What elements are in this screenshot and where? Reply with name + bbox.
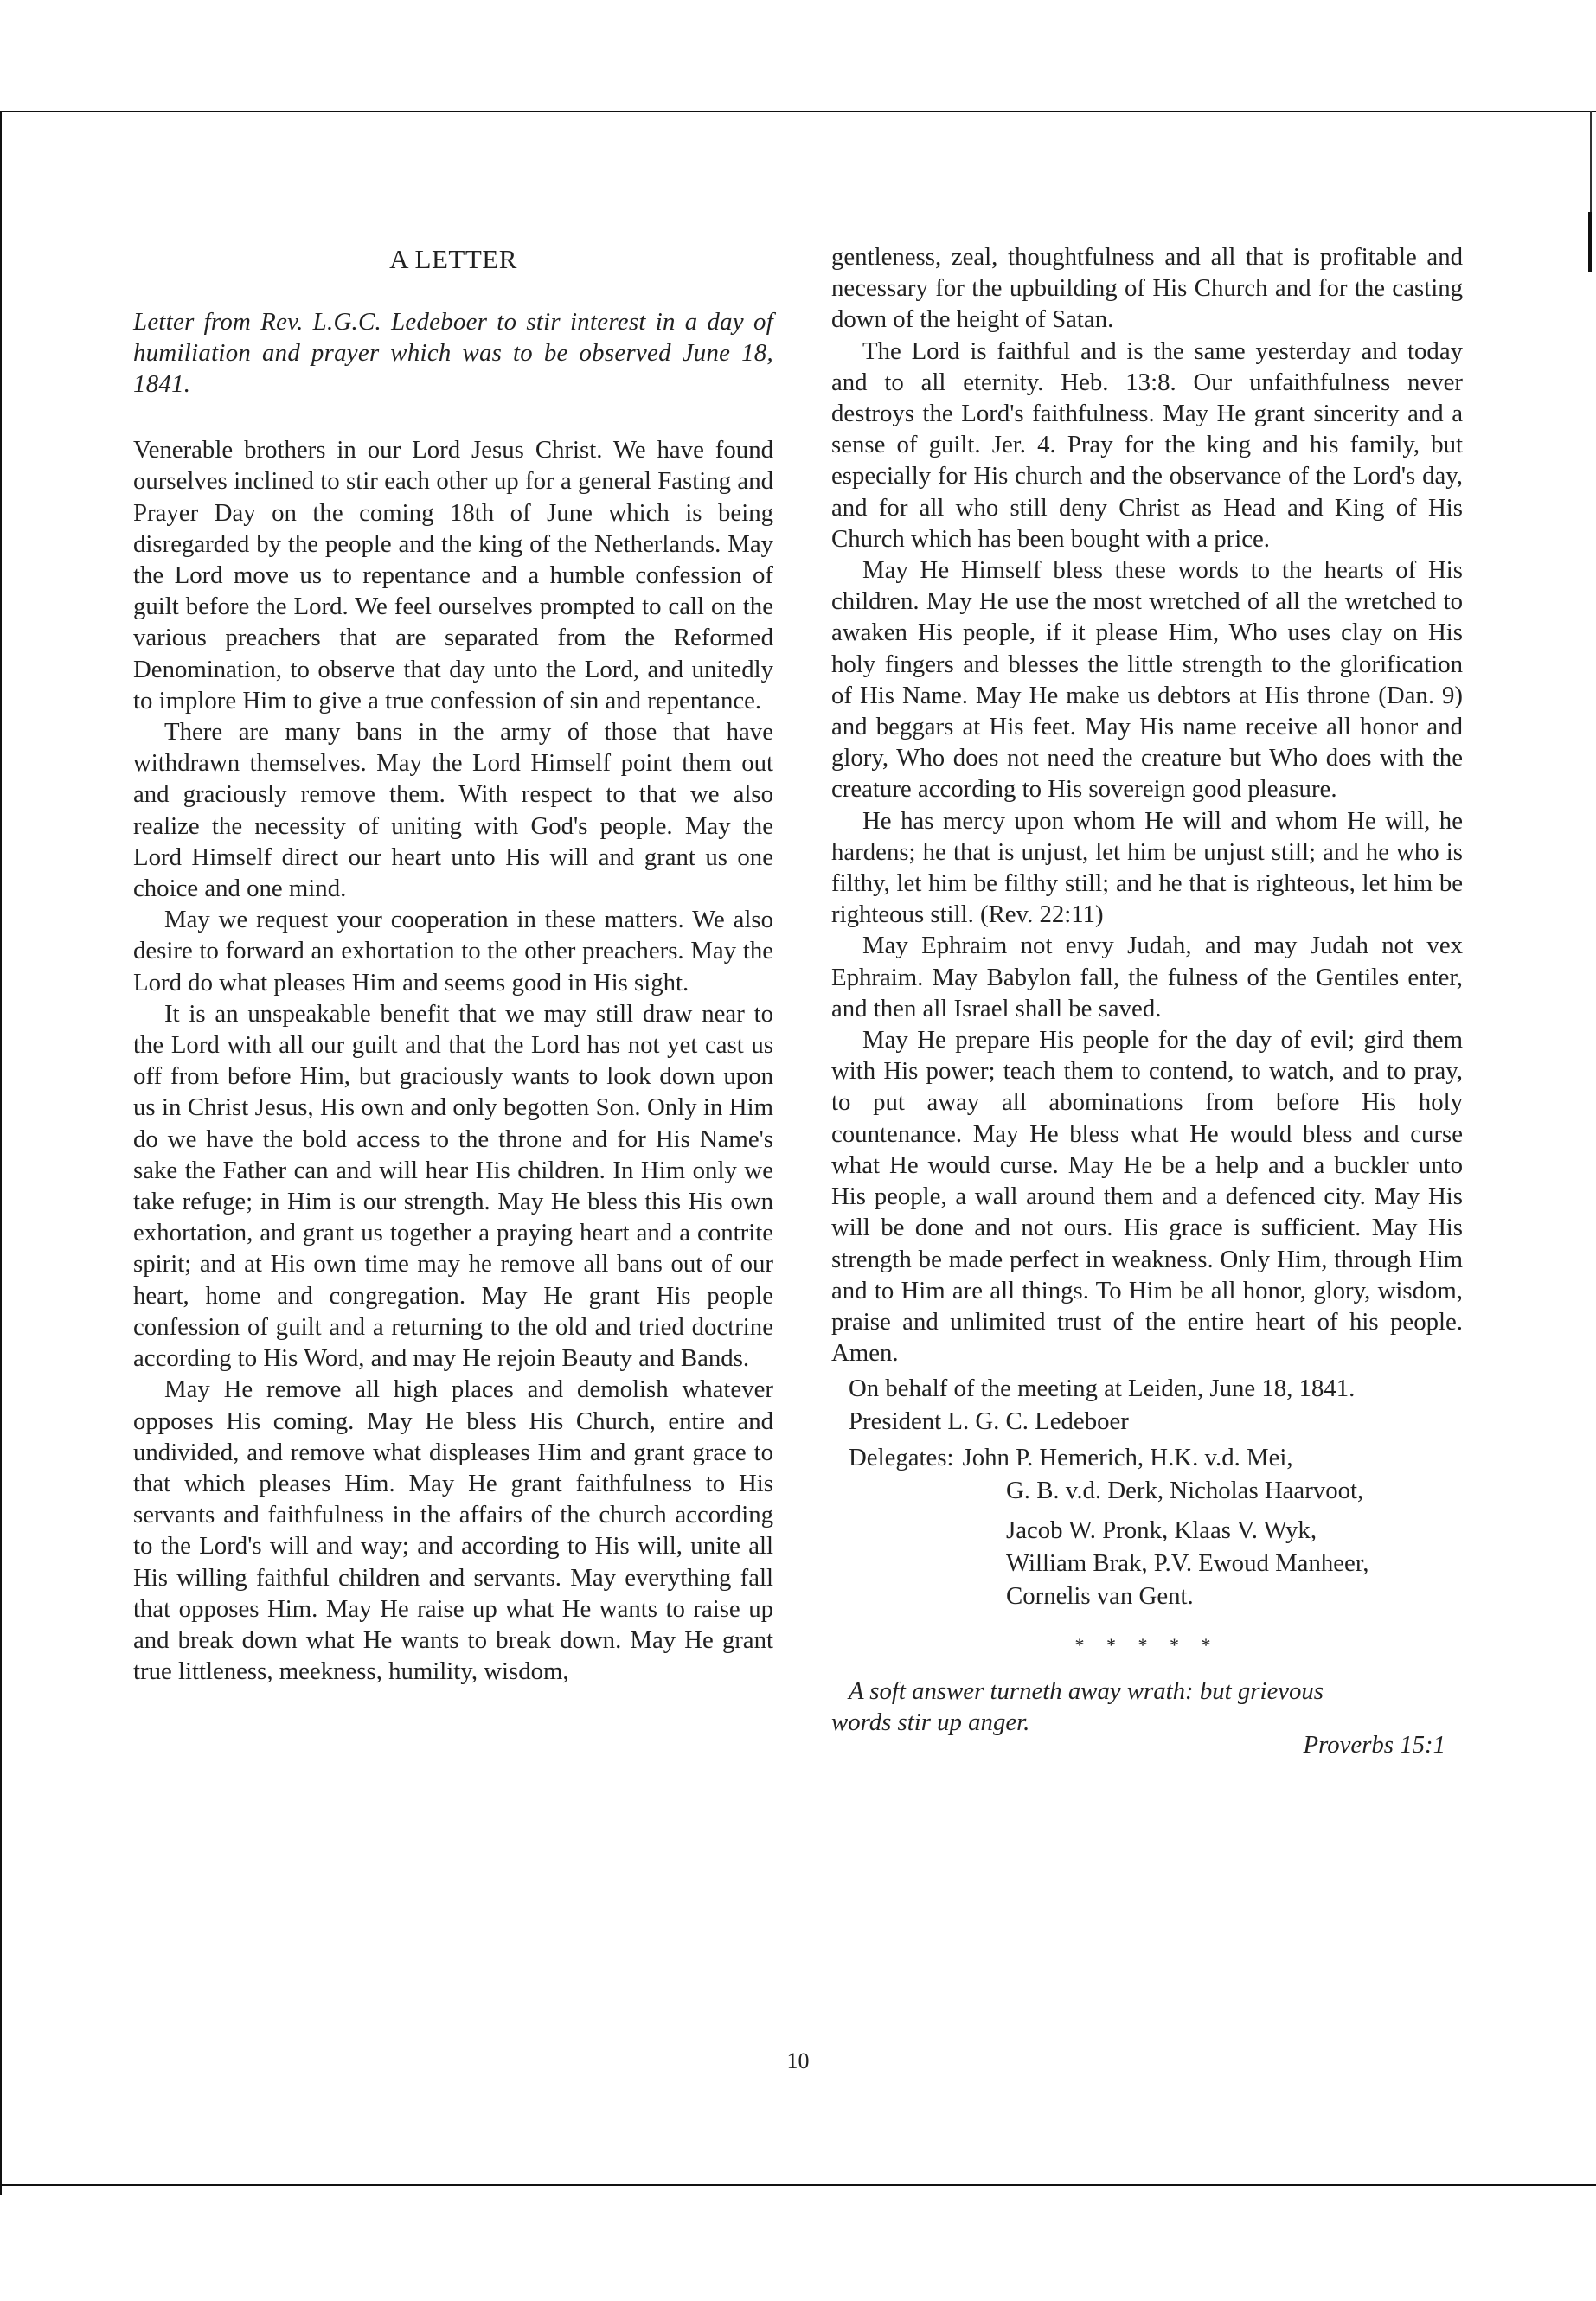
article-title: A LETTER: [389, 244, 517, 274]
paragraph-continued: gentleness, zeal, thoughtfulness and all that is profitable and necessary for the upbuilding of His Church and for the casting down of the height of Satan.: [831, 243, 1463, 334]
left-column: [133, 234, 773, 1687]
delegates-names-line: William Brak, P.V. Ewoud Manheer,: [1006, 1549, 1369, 1578]
president-line: President L. G. C. Ledeboer: [849, 1407, 1129, 1436]
paragraph: May we request your cooperation in these matters. We also desire to forward an exhortation to the other preachers. May the Lord do what pleases Him and seems good in His sight.: [133, 906, 773, 997]
page-frame-right-mark: [1588, 212, 1592, 272]
section-separator: * * * * *: [1074, 1634, 1220, 1657]
delegates-names-line: Cornelis van Gent.: [1006, 1582, 1194, 1611]
quote-line: words stir up anger.: [831, 1708, 1030, 1736]
paragraph: Venerable brothers in our Lord Jesus Christ. We have found ourselves inclined to stir each other up for a general Fasting and Prayer Day on the coming 18th of June which is being disregarded by the people and the king of the Netherlands. May the Lord move us to repentance and a humble confession of guilt before the Lord. We feel ourselves prompted to call on the various preachers that are separated from the Reformed Denomination, to observe that day unto the Lord, and unitedly to implore Him to give a true confession of sin and repentance.: [133, 436, 773, 715]
paragraph: The Lord is faithful and is the same yesterday and today and to all eternity. Heb. 13:8. Our unfaithfulness never destroys the Lord's faithfulness. May He grant sincerity and a sense of guilt. Jer. 4. Pray for the king and his family, but especially for His church and the observance of the Lord's day, and for all who still deny Christ as Head and King of His Church which has been bought with a price.: [831, 336, 1463, 553]
delegates-names-line: John P. Hemerich, H.K. v.d. Mei,: [962, 1444, 1293, 1472]
paragraph: May He Himself bless these words to the hearts of His children. May He use the most wretched of all the wretched to awaken His people, if it please Him, Who uses clay on His holy fingers and blesses the little strength to the glorification of His Name. May He make us debtors at His throne (Dan. 9) and beggars at His feet. May His name receive all honor and glory, Who does not need the creature but Who does with the creature according to His sovereign good pleasure.: [831, 556, 1463, 804]
delegates-names-line: Jacob W. Pronk, Klaas V. Wyk,: [1006, 1516, 1317, 1545]
quote-attribution: Proverbs 15:1: [1303, 1730, 1445, 1759]
paragraph: May He remove all high places and demolish whatever opposes His coming. May He bless His Church, entire and undivided, and remove what displeases Him and grant grace to that which pleases Him. May He grant faithfulness to His servants and faithfulness in the affairs of the church according to the Lord's will and way; and according to His will, unite all His willing faithful children and servants. May everything fall that opposes Him. May He raise up what He wants to raise up and break down what He wants to break down. May He grant true littleness, meekness, humility, wisdom,: [133, 1375, 773, 1686]
delegates-names-line: G. B. v.d. Derk, Nicholas Haarvoot,: [1006, 1477, 1364, 1505]
article-subtitle: Letter from Rev. L.G.C. Ledeboer to stir interest in a day of humiliation and prayer which was to be observed June 18, 1841.: [133, 308, 773, 399]
paragraph: It is an unspeakable benefit that we may still draw near to the Lord with all our guilt and that the Lord has not yet cast us off from before Him, but graciously wants to look down upon us in Christ Jesus, His own and only begotten Son. Only in Him do we have the bold access to the throne and for His Name's sake the Father can and will hear His children. In Him only we take refuge; in Him is our strength. May He bless this His own exhortation, and grant us together a praying heart and a contrite spirit; and at His own time may he remove all bans out of our heart, home and congregation. May He grant His people confession of guilt and a returning to the old and tried doctrine according to His Word, and may He rejoin Beauty and Bands.: [133, 999, 773, 1373]
paragraph: May He prepare His people for the day of evil; gird them with His power; teach them to contend, to watch, and to pray, to put away all abominations from before His holy countenance. May He bless what He would bless and curse what He would curse. May He be a help and a buckler unto His people, a wall around them and a defenced city. May His will be done and not ours. His grace is sufficient. May His strength be made perfect in weakness. Only Him, through Him and to Him are all things. To Him be all honor, glory, wisdom, praise and unlimited trust of the entire heart of his people. Amen.: [831, 1026, 1463, 1368]
page-number: 10: [786, 2048, 810, 2073]
quote-line: A soft answer turneth away wrath: but grievous: [849, 1676, 1324, 1705]
page-frame-top-rule: [0, 111, 1596, 112]
paragraph: May Ephraim not envy Judah, and may Judah not vex Ephraim. May Babylon fall, the fulness of the Gentiles enter, and then all Israel shall be saved.: [831, 932, 1463, 1022]
right-column: [831, 241, 1463, 1760]
signoff-block: [831, 1372, 1463, 1438]
page-frame-bottom-rule: [0, 2184, 1596, 2186]
paragraph: There are many bans in the army of those that have withdrawn themselves. May the Lord Himself point them out and graciously remove them. With respect to that we also realize the necessity of uniting with God's people. May the Lord Himself direct our heart unto His will and grant us one choice and one mind.: [133, 718, 773, 903]
delegates-label: Delegates:: [849, 1444, 954, 1472]
paragraph: He has mercy upon whom He will and whom He will, he hardens; he that is unjust, let him be unjust still; and he who is filthy, let him be filthy still; and he that is righteous, let him be righteous still. (Rev. 22:11): [831, 806, 1463, 929]
meeting-line: On behalf of the meeting at Leiden, June 18, 1841.: [849, 1375, 1356, 1403]
page-frame-left-rule: [0, 111, 2, 2195]
delegates-block: [831, 1441, 1463, 1612]
